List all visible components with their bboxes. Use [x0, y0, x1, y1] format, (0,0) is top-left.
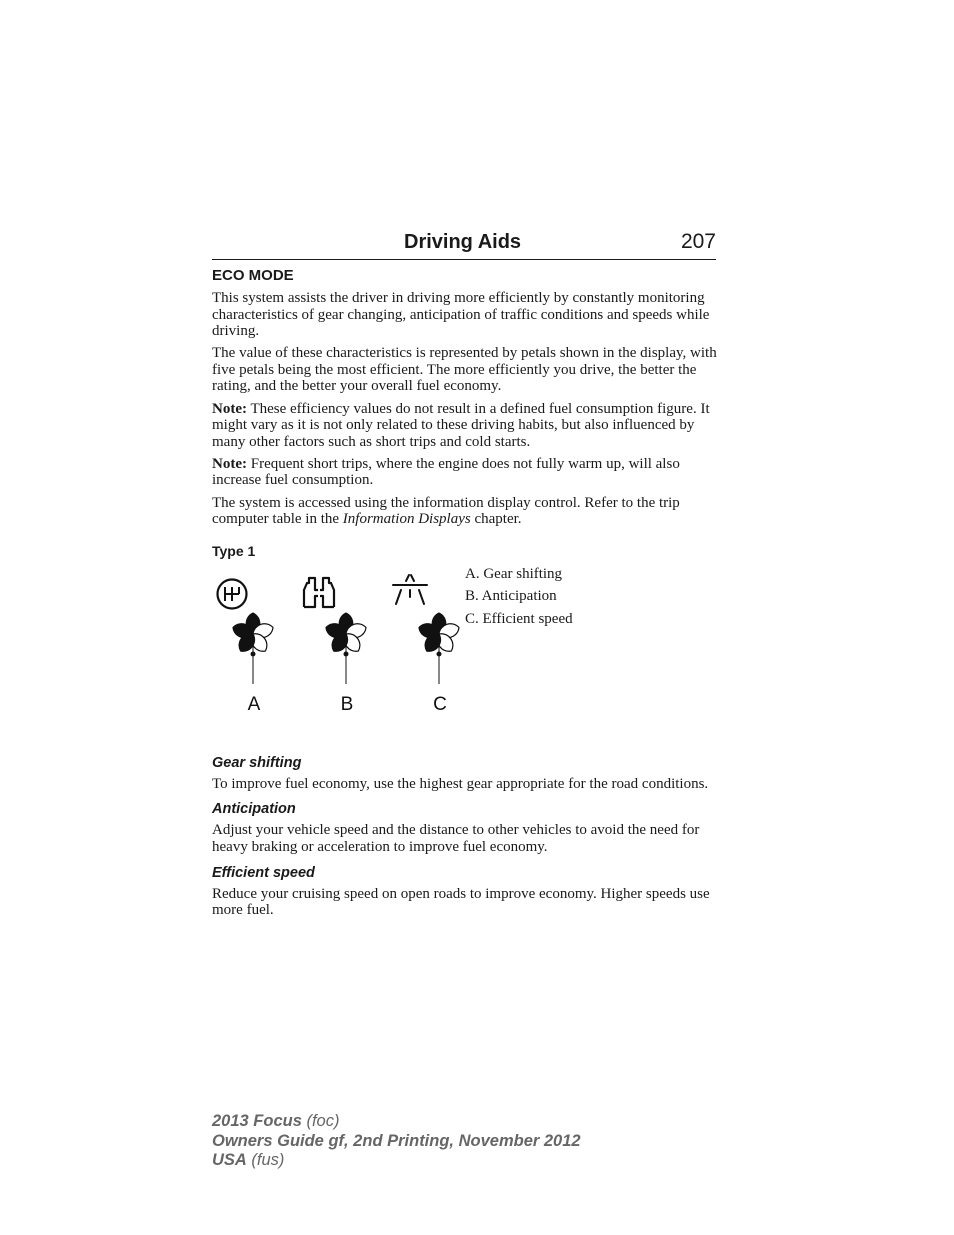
figure-label-c: C	[433, 693, 447, 715]
note-efficiency	[212, 401, 718, 451]
eco-mode-petals-paragraph: The value of these characteristics is represented by petals shown in the display, with five petals being the most efficient. The more efficiently you drive, the better the rating, and the better your overall fuel economy.	[212, 345, 717, 395]
figure-legend	[465, 563, 573, 631]
legend-item: A. Gear shifting	[465, 565, 563, 582]
note-text: These efficiency values do not result in a defined fuel consumption figure. It might vary as it is not only related to these driving habits, but also influenced by many other factors such as short trips and cold starts.	[212, 400, 710, 450]
footer-region-line	[212, 1151, 581, 1171]
access-text-end: chapter.	[470, 511, 522, 528]
gear-shift-icon	[218, 579, 247, 608]
page-footer	[212, 1112, 581, 1171]
eco-mode-figure	[212, 564, 718, 746]
footer-printing-line: Owners Guide gf, 2nd Printing, November 2012	[212, 1131, 581, 1150]
gear-shifting-text: To improve fuel economy, use the highest gear appropriate for the road conditions.	[212, 775, 709, 792]
legend-item: B. Anticipation	[465, 588, 557, 605]
chapter-reference: Information Displays	[342, 511, 471, 528]
type-1-heading: Type 1	[212, 542, 256, 559]
anticipation-heading: Anticipation	[212, 801, 296, 818]
binoculars-icon	[304, 578, 334, 607]
footer-model: 2013 Focus	[212, 1112, 302, 1130]
flower-petals-icon	[417, 613, 461, 684]
anticipation-text: Adjust your vehicle speed and the distance to other vehicles to avoid the need for heavy braking or acceleration to improve fuel economy.	[212, 822, 700, 855]
gear-shifting-heading: Gear shifting	[212, 754, 302, 771]
page-number: 207	[680, 230, 716, 253]
flower-petals-icon	[324, 613, 368, 684]
note-label: Note:	[212, 455, 247, 472]
eco-mode-diagram	[212, 564, 462, 746]
efficient-speed-heading: Efficient speed	[212, 864, 315, 881]
eco-mode-intro: This system assists the driver in driving more efficiently by constantly monitoring characteristics of gear changing, anticipation of traffic conditions and speeds while driving.	[212, 290, 710, 340]
efficient-speed-text: Reduce your cruising speed on open roads to improve economy. Higher speeds use more fuel.	[212, 885, 710, 919]
note-short-trips	[212, 456, 718, 489]
note-label: Note:	[212, 400, 247, 417]
flower-petals-icon	[231, 613, 275, 684]
page-content	[212, 266, 718, 924]
footer-model-line	[212, 1112, 581, 1132]
access-text: The system is accessed using the information display control. Refer to the trip computer table in the	[212, 494, 680, 528]
footer-region-code: (fus)	[246, 1151, 285, 1169]
road-icon	[393, 575, 427, 604]
note-text: Frequent short trips, where the engine does not fully warm up, will also increase fuel consumption.	[212, 455, 680, 489]
page-header	[212, 229, 716, 260]
footer-region: USA	[212, 1151, 247, 1169]
figure-label-b: B	[340, 693, 354, 715]
figure-label-a: A	[247, 693, 261, 715]
section-title: Driving Aids	[404, 231, 522, 253]
access-paragraph	[212, 495, 718, 528]
eco-mode-heading: ECO MODE	[212, 267, 294, 284]
legend-item: C. Efficient speed	[465, 610, 573, 627]
footer-model-code: (foc)	[301, 1112, 340, 1130]
